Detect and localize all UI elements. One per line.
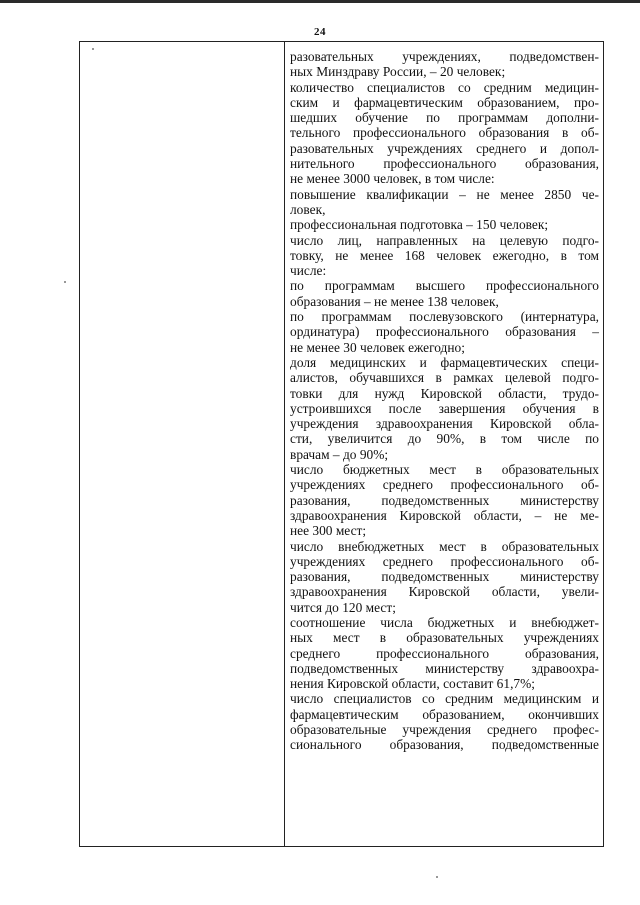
text-line: не менее 30 человек ежегодно; (290, 339, 465, 355)
text-line: здравоохранения Кировской области, увели- (290, 584, 599, 600)
text-line: разовательных учреждениях, подведомствен- (290, 49, 599, 64)
text-line: учреждениях среднего профессионального об- (290, 553, 599, 569)
text-line: повышение квалификации – не менее 2850 че- (290, 186, 599, 202)
document-table (79, 41, 604, 847)
page-number: 24 (314, 26, 326, 38)
text-line: ных мест в образовательных учреждениях (290, 630, 599, 646)
text-line: ловек, (290, 201, 326, 217)
text-line: учреждения здравоохранения Кировской обла- (290, 416, 599, 432)
text-line: ординатура) профессионального образования – (290, 324, 599, 340)
text-line: среднего профессионального образования, (290, 645, 599, 661)
text-line: фармацевтическим образованием, окончивших (290, 706, 599, 722)
text-line: число лиц, направленных на целевую подго- (290, 232, 599, 248)
text-line: образовательные учреждения среднего профес- (290, 722, 599, 738)
text-line: чится до 120 мест; (290, 599, 396, 615)
text-line: не менее 3000 человек, в том числе: (290, 171, 495, 187)
text-line: нее 300 мест; (290, 523, 367, 539)
scan-speck (64, 281, 66, 283)
text-line: число внебюджетных мест в образовательных (290, 538, 599, 554)
text-line: врачам – до 90%; (290, 446, 389, 462)
scan-top-border (0, 0, 640, 3)
text-line: профессиональная подготовка – 150 человек; (290, 217, 549, 233)
text-line: разования, подведомственных министерству (290, 492, 599, 508)
text-line: числе: (290, 263, 327, 279)
text-line: алистов, обучавшихся в рамках целевой подго- (290, 370, 599, 386)
text-line: подведомственных министерству здравоохра- (290, 660, 599, 676)
text-line: учреждениях среднего профессионального об- (290, 477, 599, 493)
table-left-column (80, 42, 285, 846)
text-line: ных Минздраву России, – 20 человек; (290, 64, 506, 80)
text-line: доля медицинских и фармацевтических специ- (290, 354, 599, 370)
text-line: сти, увеличится до 90%, в том числе по (290, 431, 599, 447)
text-line: ским и фармацевтическим образованием, про- (290, 94, 599, 110)
scan-speck (92, 48, 94, 50)
text-line: по программам послевузовского (интернатура, (290, 309, 599, 325)
text-line: тельного профессионального образования в об- (290, 125, 599, 141)
text-line: соотношение числа бюджетных и внебюджет- (290, 614, 599, 630)
text-line: разовательных учреждениях среднего и допол- (290, 140, 599, 156)
text-line: разования, подведомственных министерству (290, 569, 599, 585)
text-line: число специалистов со средним медицинским и (290, 691, 599, 707)
text-line: по программам высшего профессионального (290, 278, 599, 294)
text-line: товку, не менее 168 человек ежегодно, в том (290, 247, 599, 263)
text-line: сионального образования, подведомственные (290, 737, 599, 753)
text-line: устроившихся после завершения обучения в (290, 400, 599, 416)
text-line: количество специалистов со средним медицин- (290, 79, 599, 95)
text-line: товки для нужд Кировской области, трудо- (290, 385, 599, 401)
text-line: нения Кировской области, составит 61,7%; (290, 676, 535, 692)
text-line: число бюджетных мест в образовательных (290, 462, 599, 478)
text-line: здравоохранения Кировской области, – не ме- (290, 507, 599, 523)
text-line: нительного профессионального образования, (290, 156, 599, 172)
text-line: шедших обучение по программам дополни- (290, 110, 599, 126)
scan-speck (436, 876, 438, 878)
table-right-column (285, 42, 603, 846)
text-line: образования – не менее 138 человек, (290, 293, 499, 309)
